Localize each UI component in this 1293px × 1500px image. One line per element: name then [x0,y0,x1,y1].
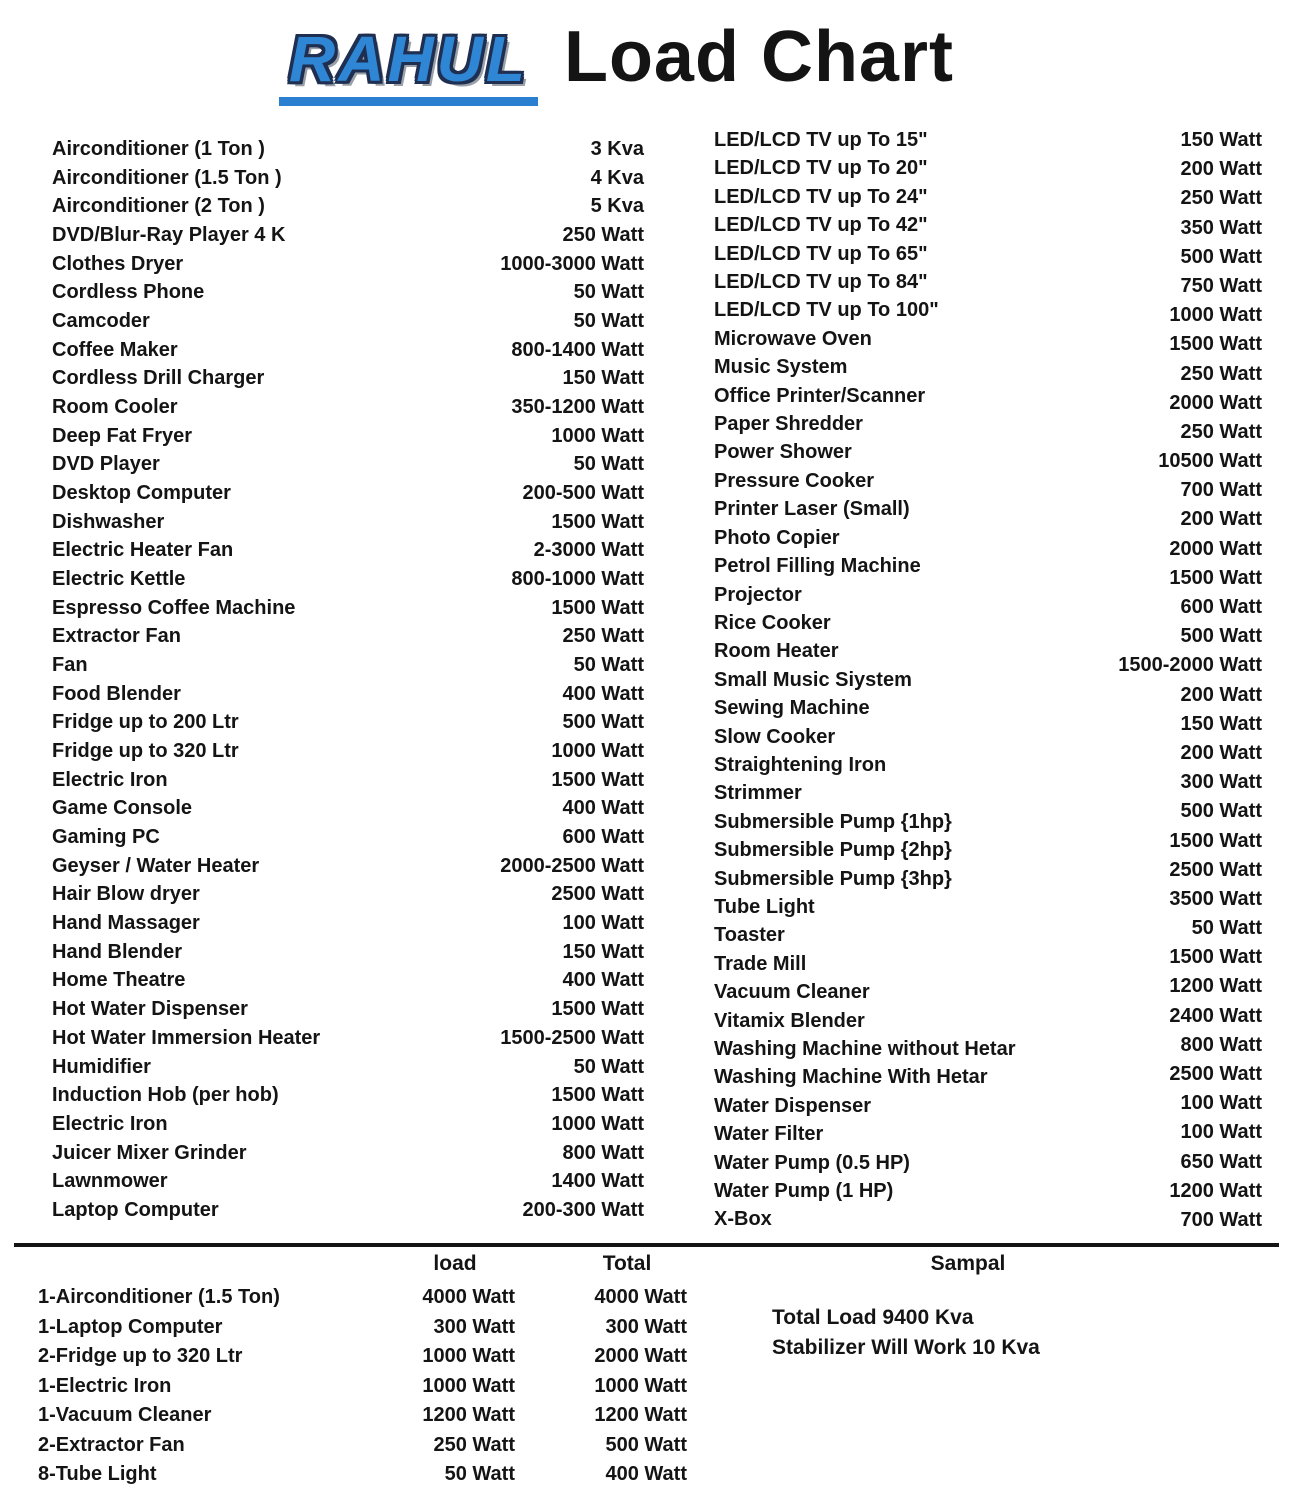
appliance-row [52,1084,644,1107]
appliance-row [52,195,644,218]
appliance-load: 150 Watt [1180,712,1262,735]
appliance-name: Vitamix Blender [714,1009,865,1032]
appliance-row [52,453,644,476]
appliance-name: Deep Fat Fryer [52,424,193,447]
appliance-load: 1500 Watt [551,998,644,1021]
appliance-row [52,912,644,935]
appliance-load: 400 Watt [562,797,644,820]
appliance-name: Water Dispenser [714,1094,872,1117]
appliance-row [52,711,644,734]
summary-line: Stabilizer Will Work 10 Kva [772,1336,1040,1359]
appliance-row [52,769,644,792]
sample-load-value: 250 Watt [433,1433,515,1456]
sample-rows [38,1286,688,1486]
appliance-name: Microwave Oven [714,327,872,350]
appliance-name: Electric Heater Fan [52,539,234,562]
appliance-name: Lawnmower [52,1170,168,1193]
section-divider [14,1243,1279,1247]
appliance-name: Electric Kettle [52,568,186,591]
appliance-load: 1500-2500 Watt [500,1026,644,1049]
appliance-name: Fan [52,654,88,677]
sample-row [38,1286,688,1309]
appliance-row [52,855,644,878]
appliance-name: Water Pump (0.5 HP) [714,1151,910,1174]
appliance-load: 350 Watt [1180,216,1262,239]
sample-row [38,1404,688,1427]
appliance-load: 700 Watt [1180,479,1262,502]
appliance-row [52,683,644,706]
appliance-load: 500 Watt [1180,625,1262,648]
appliance-name: Room Heater [714,640,839,663]
appliance-load: 3 Kva [590,138,644,160]
appliance-load: 1000 Watt [1169,304,1262,327]
appliance-row [52,310,644,333]
sample-total-value: 400 Watt [605,1463,687,1485]
appliance-load: 800 Watt [562,1141,644,1164]
appliance-load: 50 Watt [573,453,644,476]
appliance-row [52,167,644,190]
appliance-name: Water Pump (1 HP) [714,1180,894,1203]
appliance-load: 2500 Watt [1169,858,1262,881]
appliance-name: LED/LCD TV up To 100" [714,299,939,322]
appliance-name: Cordless Drill Charger [52,367,265,390]
appliance-load: 1000 Watt [551,424,644,447]
sample-total-value: 300 Watt [605,1315,687,1338]
appliance-name: Room Cooler [52,396,178,419]
sample-total-value: 4000 Watt [594,1286,687,1308]
appliance-name: Geyser / Water Heater [52,854,260,877]
appliance-load: 2000 Watt [1169,537,1262,560]
appliance-name: Humidifier [52,1055,151,1078]
appliance-name: Projector [714,583,802,606]
appliance-name: Coffee Maker [52,338,178,361]
appliance-load: 1000 Watt [551,1112,644,1135]
appliance-row [52,224,644,247]
right-values [1118,129,1262,1232]
brand-logo-text: RAHUL [289,23,528,95]
appliance-name: Camcoder [52,310,150,333]
appliance-row [52,253,644,276]
sample-row [38,1463,688,1486]
sample-load-value: 300 Watt [433,1315,515,1338]
appliance-row [52,597,644,620]
appliance-row [52,826,644,849]
appliance-name: Music System [714,356,848,379]
appliance-load: 250 Watt [562,625,644,648]
appliance-name: Airconditioner (1.5 Ton ) [52,166,282,189]
appliance-row [52,396,644,419]
appliance-load: 50 Watt [573,1055,644,1078]
appliance-load: 1400 Watt [551,1170,644,1193]
appliance-load: 400 Watt [562,969,644,992]
sample-item: 1-Vacuum Cleaner [38,1404,212,1426]
appliance-load: 250 Watt [1180,420,1262,443]
appliance-name: Submersible Pump {2hp} [714,839,952,862]
appliance-name: Photo Copier [714,526,840,549]
appliance-load: 150 Watt [1180,129,1262,151]
sample-total-value: 1000 Watt [594,1374,687,1397]
sample-load-value: 50 Watt [444,1463,515,1485]
appliance-row [52,1113,644,1136]
appliance-load: 1200 Watt [1169,1179,1262,1202]
appliance-name: LED/LCD TV up To 15" [714,129,928,151]
summary-line: Total Load 9400 Kva [772,1306,974,1329]
sample-load-value: 4000 Watt [422,1286,515,1308]
appliance-name: X-Box [714,1208,772,1231]
appliance-load: 800-1400 Watt [511,338,644,361]
sample-item: 1-Electric Iron [38,1374,172,1397]
appliance-load: 350-1200 Watt [511,396,644,419]
appliance-load: 200 Watt [1180,683,1262,706]
appliance-row [52,138,644,161]
appliance-row [52,539,644,562]
appliance-load: 200-500 Watt [522,482,644,505]
appliance-name: Paper Shredder [714,413,863,436]
appliance-name: Pressure Cooker [714,469,875,492]
appliance-name: Espresso Coffee Machine [52,596,296,619]
right-labels [714,129,1016,1232]
sample-load-value: 1000 Watt [422,1345,515,1367]
appliance-name: Water Filter [714,1123,824,1146]
appliance-name: Home Theatre [52,969,186,992]
appliance-load: 50 Watt [573,654,644,677]
appliance-name: Straightening Iron [714,753,887,776]
appliance-load: 200-300 Watt [522,1198,644,1221]
appliance-row [52,339,644,362]
appliance-row [52,883,644,906]
appliance-load: 200 Watt [1180,741,1262,764]
appliance-name: Petrol Filling Machine [714,555,921,578]
appliance-name: Electric Iron [52,768,168,791]
appliance-load: 500 Watt [562,711,644,734]
appliance-name: Hair Blow dryer [52,883,200,906]
appliance-name: Washing Machine With Hetar [714,1066,988,1089]
appliance-load: 1200 Watt [1169,975,1262,998]
appliance-name: Electric Iron [52,1112,168,1135]
sample-item: 2-Fridge up to 320 Ltr [38,1345,243,1367]
appliance-load: 400 Watt [562,682,644,705]
appliance-load: 1500-2000 Watt [1118,654,1262,677]
appliance-load: 1500 Watt [551,768,644,791]
appliance-load: 650 Watt [1180,1150,1262,1173]
appliance-name: Toaster [714,924,785,947]
appliance-name: Laptop Computer [52,1198,219,1221]
appliance-load: 800-1000 Watt [511,568,644,591]
sample-total-value: 2000 Watt [594,1345,687,1367]
appliance-load: 1500 Watt [1169,829,1262,852]
appliance-row [52,654,644,677]
appliance-name: Cordless Phone [52,281,205,304]
sample-load-value: 1200 Watt [422,1404,515,1426]
appliance-load: 100 Watt [1180,1121,1262,1144]
appliance-load: 250 Watt [562,224,644,247]
appliance-name: Power Shower [714,441,852,464]
appliance-name: Juicer Mixer Grinder [52,1141,247,1164]
appliance-name: Dishwasher [52,510,165,533]
appliance-load: 1500 Watt [551,510,644,533]
appliance-name: DVD/Blur-Ray Player 4 K [52,224,286,247]
appliance-name: Office Printer/Scanner [714,384,926,407]
appliance-load: 200 Watt [1180,508,1262,531]
appliance-row [52,941,644,964]
sample-total-value: 1200 Watt [594,1404,687,1426]
appliance-load: 50 Watt [573,310,644,333]
appliance-load: 100 Watt [1180,1092,1262,1115]
appliance-load: 10500 Watt [1158,450,1262,473]
appliance-load: 4 Kva [590,166,644,189]
header [0,16,1293,106]
appliance-name: LED/LCD TV up To 42" [714,214,928,237]
appliance-name: DVD Player [52,453,160,476]
appliance-load: 250 Watt [1180,362,1262,385]
appliance-row [52,511,644,534]
sample-row [38,1345,688,1368]
brand-logo [279,22,538,106]
appliance-name: Clothes Dryer [52,252,184,275]
sample-row [38,1434,688,1457]
appliance-load: 1000 Watt [551,740,644,763]
appliance-load: 2500 Watt [551,883,644,906]
appliance-load: 150 Watt [562,940,644,963]
appliance-load: 2000-2500 Watt [500,854,644,877]
appliance-name: Washing Machine without Hetar [714,1038,1016,1060]
appliance-name: Desktop Computer [52,482,231,505]
appliance-name: LED/LCD TV up To 24" [714,185,928,208]
appliance-row [52,969,644,992]
appliance-row [52,1142,644,1165]
sample-total-value: 500 Watt [605,1433,687,1456]
appliance-load: 2500 Watt [1169,1063,1262,1085]
appliance-row [52,482,644,505]
appliance-row [52,1170,644,1193]
sample-row [38,1316,688,1339]
appliance-name: Hand Massager [52,912,200,935]
appliance-name: Small Music Siystem [714,668,912,691]
sample-item: 1-Airconditioner (1.5 Ton) [38,1286,280,1308]
appliance-row [52,797,644,820]
appliance-name: Vacuum Cleaner [714,981,870,1004]
sample-item: 2-Extractor Fan [38,1433,185,1456]
appliance-row [52,625,644,648]
appliance-load: 2000 Watt [1169,391,1262,414]
appliance-load: 1500 Watt [1169,946,1262,969]
appliance-load: 100 Watt [562,912,644,935]
appliance-load: 1500 Watt [1169,566,1262,589]
sample-title: Sampal [930,1252,1006,1275]
appliance-load: 700 Watt [1180,1208,1262,1231]
appliance-load: 250 Watt [1180,187,1262,210]
appliance-name: Gaming PC [52,826,160,849]
appliance-name: Induction Hob (per hob) [52,1084,279,1107]
sample-total-header: Total [602,1252,652,1275]
appliance-load: 750 Watt [1180,274,1262,297]
appliance-load: 800 Watt [1180,1033,1262,1056]
appliance-row [52,568,644,591]
appliance-load: 150 Watt [562,367,644,390]
appliance-load: 50 Watt [573,281,644,304]
appliance-name: Sewing Machine [714,697,870,720]
appliance-row [52,1056,644,1079]
sample-load-value: 1000 Watt [422,1374,515,1397]
appliance-load: 2400 Watt [1169,1004,1262,1027]
appliance-name: Submersible Pump {1hp} [714,810,952,833]
appliance-list-left [52,138,644,1222]
appliance-name: Game Console [52,797,193,820]
appliance-name: Fridge up to 320 Ltr [52,740,239,763]
appliance-row [52,998,644,1021]
appliance-name: LED/LCD TV up To 20" [714,157,928,180]
sample-row [38,1375,688,1398]
appliance-name: Submersible Pump {3hp} [714,867,952,890]
appliance-name: Tube Light [714,895,815,918]
appliance-load: 50 Watt [1191,917,1262,940]
appliance-row [52,1199,644,1222]
appliance-name: Extractor Fan [52,625,181,648]
appliance-load: 1500 Watt [551,596,644,619]
appliance-row [52,281,644,304]
appliance-name: Food Blender [52,682,181,705]
appliance-name: Airconditioner (1 Ton ) [52,138,265,160]
appliance-name: Printer Laser (Small) [714,498,910,521]
appliance-name: LED/LCD TV up To 84" [714,271,928,294]
appliance-load: 300 Watt [1180,771,1262,794]
appliance-name: Rice Cooker [714,611,831,634]
sample-load-header: load [433,1252,477,1275]
appliance-load: 1500 Watt [1169,333,1262,356]
appliance-load: 500 Watt [1180,245,1262,268]
appliance-name: LED/LCD TV up To 65" [714,242,928,265]
appliance-name: Slow Cooker [714,725,836,748]
sample-item: 1-Laptop Computer [38,1315,223,1338]
appliance-name: Fridge up to 200 Ltr [52,711,239,734]
appliance-row [52,1027,644,1050]
appliance-load: 1000-3000 Watt [500,252,644,275]
appliance-name: Strimmer [714,782,802,805]
appliance-row [52,425,644,448]
summary-lines [772,1303,1040,1363]
appliance-name: Hand Blender [52,940,183,963]
sample-item: 8-Tube Light [38,1463,157,1485]
appliance-row [52,740,644,763]
appliance-load: 5 Kva [590,195,644,218]
appliance-name: Airconditioner (2 Ton ) [52,195,265,218]
appliance-load: 500 Watt [1180,800,1262,823]
appliance-load: 600 Watt [1180,596,1262,618]
appliance-load: 3500 Watt [1169,887,1262,910]
appliance-name: Trade Mill [714,952,807,975]
appliance-load: 1500 Watt [551,1084,644,1107]
page-title: Load Chart [563,17,954,97]
appliance-load: 200 Watt [1180,158,1262,181]
appliance-row [52,367,644,390]
appliance-load: 2-3000 Watt [533,539,644,562]
appliance-load: 600 Watt [562,826,644,849]
appliance-name: Hot Water Immersion Heater [52,1026,321,1049]
appliance-name: Hot Water Dispenser [52,998,248,1021]
